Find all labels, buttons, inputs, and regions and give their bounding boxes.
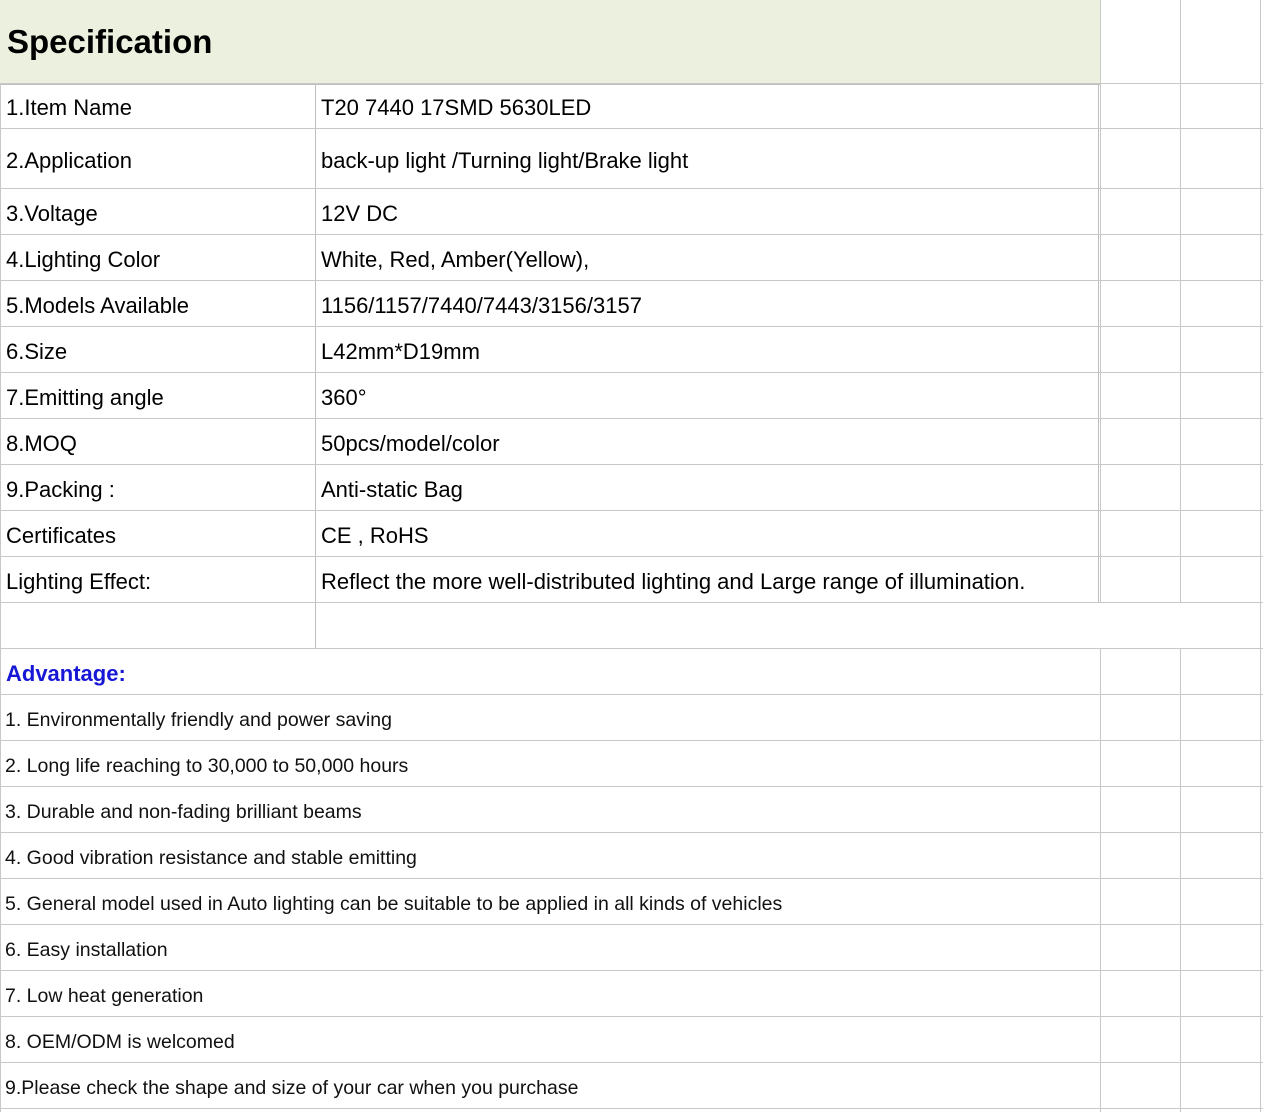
spec-label: 8.MOQ <box>6 431 77 456</box>
grid-line <box>0 326 1263 327</box>
grid-line <box>0 832 1263 833</box>
grid-line <box>0 464 1263 465</box>
spec-value: back-up light /Turning light/Brake light <box>321 148 689 173</box>
grid-line <box>0 83 1 1112</box>
spec-label: Lighting Effect: <box>6 569 152 594</box>
grid-line <box>0 280 1263 281</box>
grid-line <box>0 188 1263 189</box>
grid-line <box>1180 649 1181 1112</box>
advantage-item: 9.Please check the shape and size of your car when you purchase <box>5 1077 579 1099</box>
spec-label: 4.Lighting Color <box>6 247 161 272</box>
spec-value: CE , RoHS <box>321 523 429 548</box>
grid-line <box>0 786 1263 787</box>
grid-line <box>0 740 1263 741</box>
advantage-item: 2. Long life reaching to 30,000 to 50,000 hours <box>5 755 409 777</box>
spec-label: 7.Emitting angle <box>6 385 164 410</box>
grid-line <box>0 372 1263 373</box>
grid-line <box>0 510 1263 511</box>
grid-line <box>0 1108 1263 1109</box>
advantage-item: 4. Good vibration resistance and stable emitting <box>5 847 417 869</box>
grid-line <box>1098 84 1099 603</box>
spec-value: L42mm*D19mm <box>321 339 480 364</box>
spec-label: 9.Packing : <box>6 477 115 502</box>
advantage-title: Advantage: <box>6 661 126 686</box>
grid-line <box>315 84 316 649</box>
grid-line <box>0 970 1263 971</box>
grid-line <box>0 648 1263 649</box>
spec-value: 12V DC <box>321 201 399 226</box>
grid-line <box>0 84 1100 85</box>
grid-line <box>0 1016 1263 1017</box>
spec-value: White, Red, Amber(Yellow), <box>321 247 590 272</box>
grid-line <box>0 556 1263 557</box>
spec-value: Anti-static Bag <box>321 477 463 502</box>
spec-value: 50pcs/model/color <box>321 431 500 456</box>
advantage-item: 1. Environmentally friendly and power saving <box>5 709 392 731</box>
spec-label: 2.Application <box>6 148 132 173</box>
spec-value: Reflect the more well-distributed lighting and Large range of illumination. <box>321 569 1026 594</box>
grid-line <box>0 1062 1263 1063</box>
spec-value: T20 7440 17SMD 5630LED <box>321 95 592 120</box>
spec-value: 360° <box>321 385 367 410</box>
advantage-item: 6. Easy installation <box>5 939 168 961</box>
spec-label: 1.Item Name <box>6 95 132 120</box>
grid-line <box>0 878 1263 879</box>
page-title: Specification <box>7 23 213 60</box>
grid-line <box>0 694 1263 695</box>
spec-label: 5.Models Available <box>6 293 190 318</box>
spec-label: 6.Size <box>6 339 68 364</box>
grid-line <box>0 418 1263 419</box>
spec-label: Certificates <box>6 523 117 548</box>
advantage-item: 3. Durable and non-fading brilliant beams <box>5 801 362 823</box>
advantage-item: 7. Low heat generation <box>5 985 204 1007</box>
spec-label: 3.Voltage <box>6 201 98 226</box>
grid-line <box>0 234 1263 235</box>
grid-line <box>1100 0 1101 603</box>
grid-line <box>1100 649 1101 1112</box>
grid-line <box>0 128 1263 129</box>
advantage-item: 8. OEM/ODM is welcomed <box>5 1031 235 1053</box>
spec-value: 1156/1157/7440/7443/3156/3157 <box>321 293 642 318</box>
advantage-item: 5. General model used in Auto lighting can be suitable to be applied in all kinds of vehicles <box>5 893 783 915</box>
grid-line <box>0 602 1263 603</box>
grid-line <box>1180 0 1181 603</box>
grid-line <box>0 924 1263 925</box>
